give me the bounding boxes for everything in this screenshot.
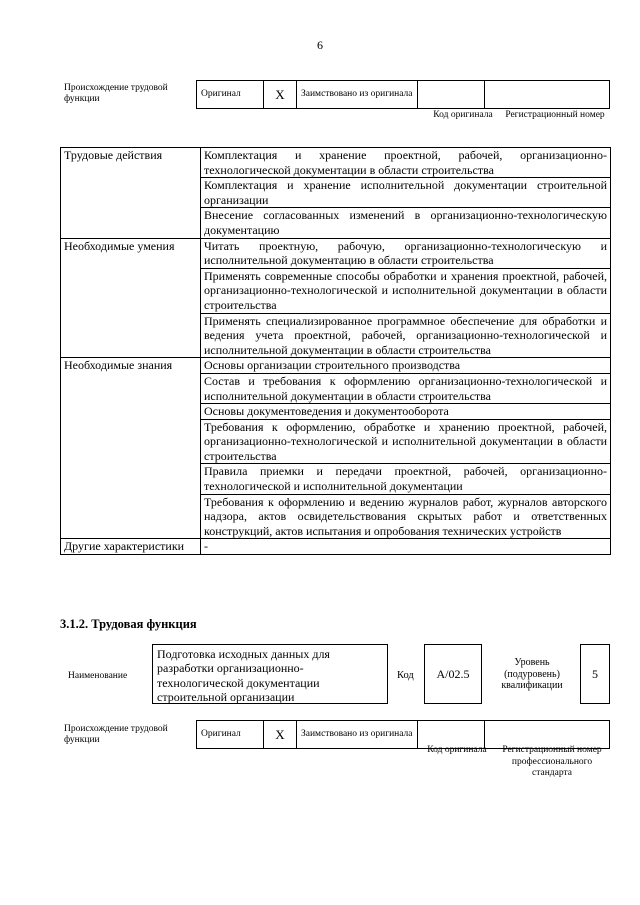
function-details-table	[60, 147, 611, 555]
code-value: А/02.5	[424, 644, 482, 704]
row-item: -	[201, 539, 611, 555]
row-item: Применять специализированное программное обеспечение для обработки и ведения учета проектной, рабочей, организационно-технологической и исполнительной документации в области строительства	[201, 313, 611, 358]
row-item: Применять современные способы обработки и хранения проектной, рабочей, организационно-технологической и исполнительной документации в области строительства	[201, 268, 611, 313]
row-heading: Необходимые знания	[61, 358, 201, 539]
original-label-bottom: Оригинал	[197, 721, 264, 749]
name-label: Наименование	[68, 671, 128, 681]
row-heading: Другие характеристики	[61, 539, 201, 555]
row-item: Внесение согласованных изменений в организационно-технологическую документацию	[201, 208, 611, 238]
row-item: Состав и требования к оформлению организационно-технологической и исполнительной документации в области строительства	[201, 373, 611, 403]
row-item: Основы документоведения и документооборота	[201, 404, 611, 420]
original-mark-bottom: X	[264, 721, 297, 749]
borrowed-label: Заимствовано из оригинала	[297, 81, 418, 109]
table-row	[61, 358, 611, 374]
table-row	[61, 148, 611, 178]
row-item: Требования к оформлению, обработке и хранению проектной, рабочей, организационно-технологической и исполнительной документации в области строительства	[201, 419, 611, 464]
origin-label: Происхождение трудовой функции	[64, 83, 168, 104]
code-label: Код	[397, 670, 414, 681]
reg-number-cell	[485, 81, 610, 109]
original-label: Оригинал	[197, 81, 264, 109]
code-caption-bottom: Код оригинала	[427, 745, 487, 755]
row-item: Правила приемки и передачи проектной, рабочей, организационно-технологической и исполнительной документации	[201, 464, 611, 494]
row-heading: Трудовые действия	[61, 148, 201, 239]
level-value: 5	[580, 644, 610, 704]
reg-caption-bottom: Регистрационный номер профессионального стандарта	[502, 745, 602, 778]
borrowed-label-bottom: Заимствовано из оригинала	[297, 721, 418, 749]
table-row	[61, 539, 611, 555]
section-title: 3.1.2. Трудовая функция	[60, 617, 197, 631]
level-label: Уровень (подуровень) квалификации	[501, 657, 563, 691]
origin-label-bottom: Происхождение трудовой функции	[64, 724, 168, 745]
code-caption: Код оригинала	[433, 110, 493, 120]
row-item: Читать проектную, рабочую, организационно-технологическую и исполнительной документацию в области строительства	[201, 238, 611, 268]
page-number: 6	[317, 38, 323, 52]
original-mark: X	[264, 81, 297, 109]
row-item: Комплектация и хранение проектной, рабочей, организационно-технологической документации в области строительства	[201, 148, 611, 178]
row-item: Требования к оформлению и ведению журналов работ, журналов авторского надзора, актов освидетельствования скрытых работ и ответственных конструкций, актов испытания и опробования технических устройств	[201, 494, 611, 539]
reg-caption: Регистрационный номер	[505, 110, 605, 120]
original-code-cell	[418, 81, 485, 109]
row-item: Комплектация и хранение исполнительной документации строительной организации	[201, 178, 611, 208]
row-item: Основы организации строительного производства	[201, 358, 611, 374]
function-name: Подготовка исходных данных для разработки организационно-технологической документации строительной организации	[152, 644, 388, 704]
table-row	[61, 238, 611, 268]
origin-table	[196, 80, 610, 109]
row-heading: Необходимые умения	[61, 238, 201, 358]
